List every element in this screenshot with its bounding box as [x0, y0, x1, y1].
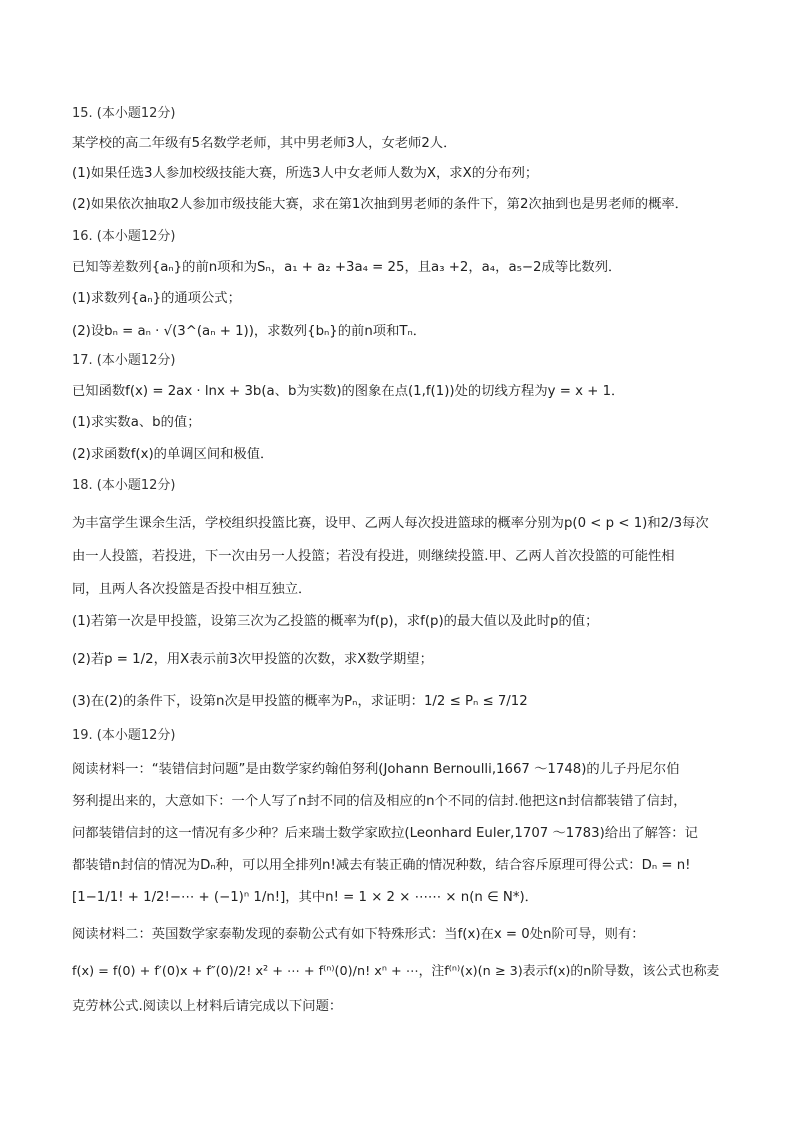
problem-17-line-1: 已知函数f(x) = 2ax · lnx + 3b(a、b为实数)的图象在点(1,f(1))处的切线方程为y = x + 1．	[72, 384, 625, 399]
problem-19-line-6: 阅读材料二：英国数学家泰勒发现的泰勒公式有如下特殊形式：当f(x)在x = 0处n阶可导，则有：	[72, 927, 645, 942]
problem-15-line-1: 某学校的高二年级有5名数学老师，其中男老师3人，女老师2人．	[72, 136, 457, 151]
problem-18-line-3: 同，且两人各次投篮是否投中相互独立．	[72, 582, 312, 597]
problem-17-line-2: (1)求实数a、b的值；	[72, 415, 201, 430]
problem-18-line-6: (3)在(2)的条件下，设第n次是甲投篮的概率为Pₙ，求证明：1/2 ≤ Pₙ ≤ 7/12	[72, 694, 528, 709]
problem-16-line-2: (1)求数列{aₙ}的通项公式；	[72, 291, 241, 306]
problem-15-line-3: (2)如果依次抽取2人参加市级技能大赛，求在第1次抽到男老师的条件下，第2次抽到也是男老师的概率．	[72, 197, 688, 212]
problem-19-line-2: 努利提出来的，大意如下：一个人写了n封不同的信及相应的n个不同的信封.他把这n封信都装错了信封，	[72, 794, 687, 809]
problem-17-line-3: (2)求函数f(x)的单调区间和极值．	[72, 447, 274, 462]
problem-15-header: 15. (本小题12分)	[72, 106, 176, 121]
problem-17-header: 17. (本小题12分)	[72, 353, 176, 368]
problem-19-line-1: 阅读材料一：“装错信封问题”是由数学家约翰伯努利(Johann Bernoulli,1667 ～1748)的儿子丹尼尔伯	[72, 762, 680, 777]
problem-18-line-4: (1)若第一次是甲投篮，设第三次为乙投篮的概率为f(p)，求f(p)的最大值以及此时p的值；	[72, 614, 599, 629]
problem-19-header: 19. (本小题12分)	[72, 728, 176, 743]
problem-19-line-8: 克劳林公式.阅读以上材料后请完成以下问题：	[72, 999, 343, 1014]
problem-16-header: 16. (本小题12分)	[72, 229, 176, 244]
problem-19-line-5: [1−1/1! + 1/2!−⋯ + (−1)ⁿ 1/n!]，其中n! = 1 × 2 × ⋯⋯ × n(n ∈ N*)．	[72, 890, 538, 905]
problem-19-line-4: 都装错n封信的情况为Dₙ种，可以用全排列n!减去有装正确的情况种数，结合容斥原理可得公式：Dₙ = n!	[72, 858, 691, 873]
problem-16-line-1: 已知等差数列{aₙ}的前n项和为Sₙ，a₁ + a₂ +3a₄ = 25，且a₃ +2，a₄，a₅−2成等比数列．	[72, 260, 622, 275]
problem-18-line-2: 由一人投篮，若投进，下一次由另一人投篮；若没有投进，则继续投篮.甲、乙两人首次投篮的可能性相	[72, 549, 675, 564]
problem-15-line-2: (1)如果任选3人参加校级技能大赛，所选3人中女老师人数为X，求X的分布列；	[72, 166, 539, 181]
problem-19-line-3: 问都装错信封的这一情况有多少种？后来瑞士数学家欧拉(Leonhard Euler,1707 ～1783)给出了解答：记	[72, 826, 698, 841]
problem-19-line-7: f(x) = f(0) + f′(0)x + f″(0)/2! x² + ⋯ + f⁽ⁿ⁾(0)/n! xⁿ + ⋯，注f⁽ⁿ⁾(x)(n ≥ 3)表示f(x)的n阶导数，该公式也称麦	[72, 964, 720, 979]
problem-18-header: 18. (本小题12分)	[72, 478, 176, 493]
problem-16-line-3: (2)设bₙ = aₙ · √(3^(aₙ + 1))，求数列{bₙ}的前n项和Tₙ．	[72, 324, 427, 339]
problem-18-line-1: 为丰富学生课余生活，学校组织投篮比赛，设甲、乙两人每次投进篮球的概率分别为p(0 < p < 1)和2/3每次	[72, 516, 709, 531]
problem-18-line-5: (2)若p = 1/2，用X表示前3次甲投篮的次数，求X数学期望；	[72, 652, 433, 667]
